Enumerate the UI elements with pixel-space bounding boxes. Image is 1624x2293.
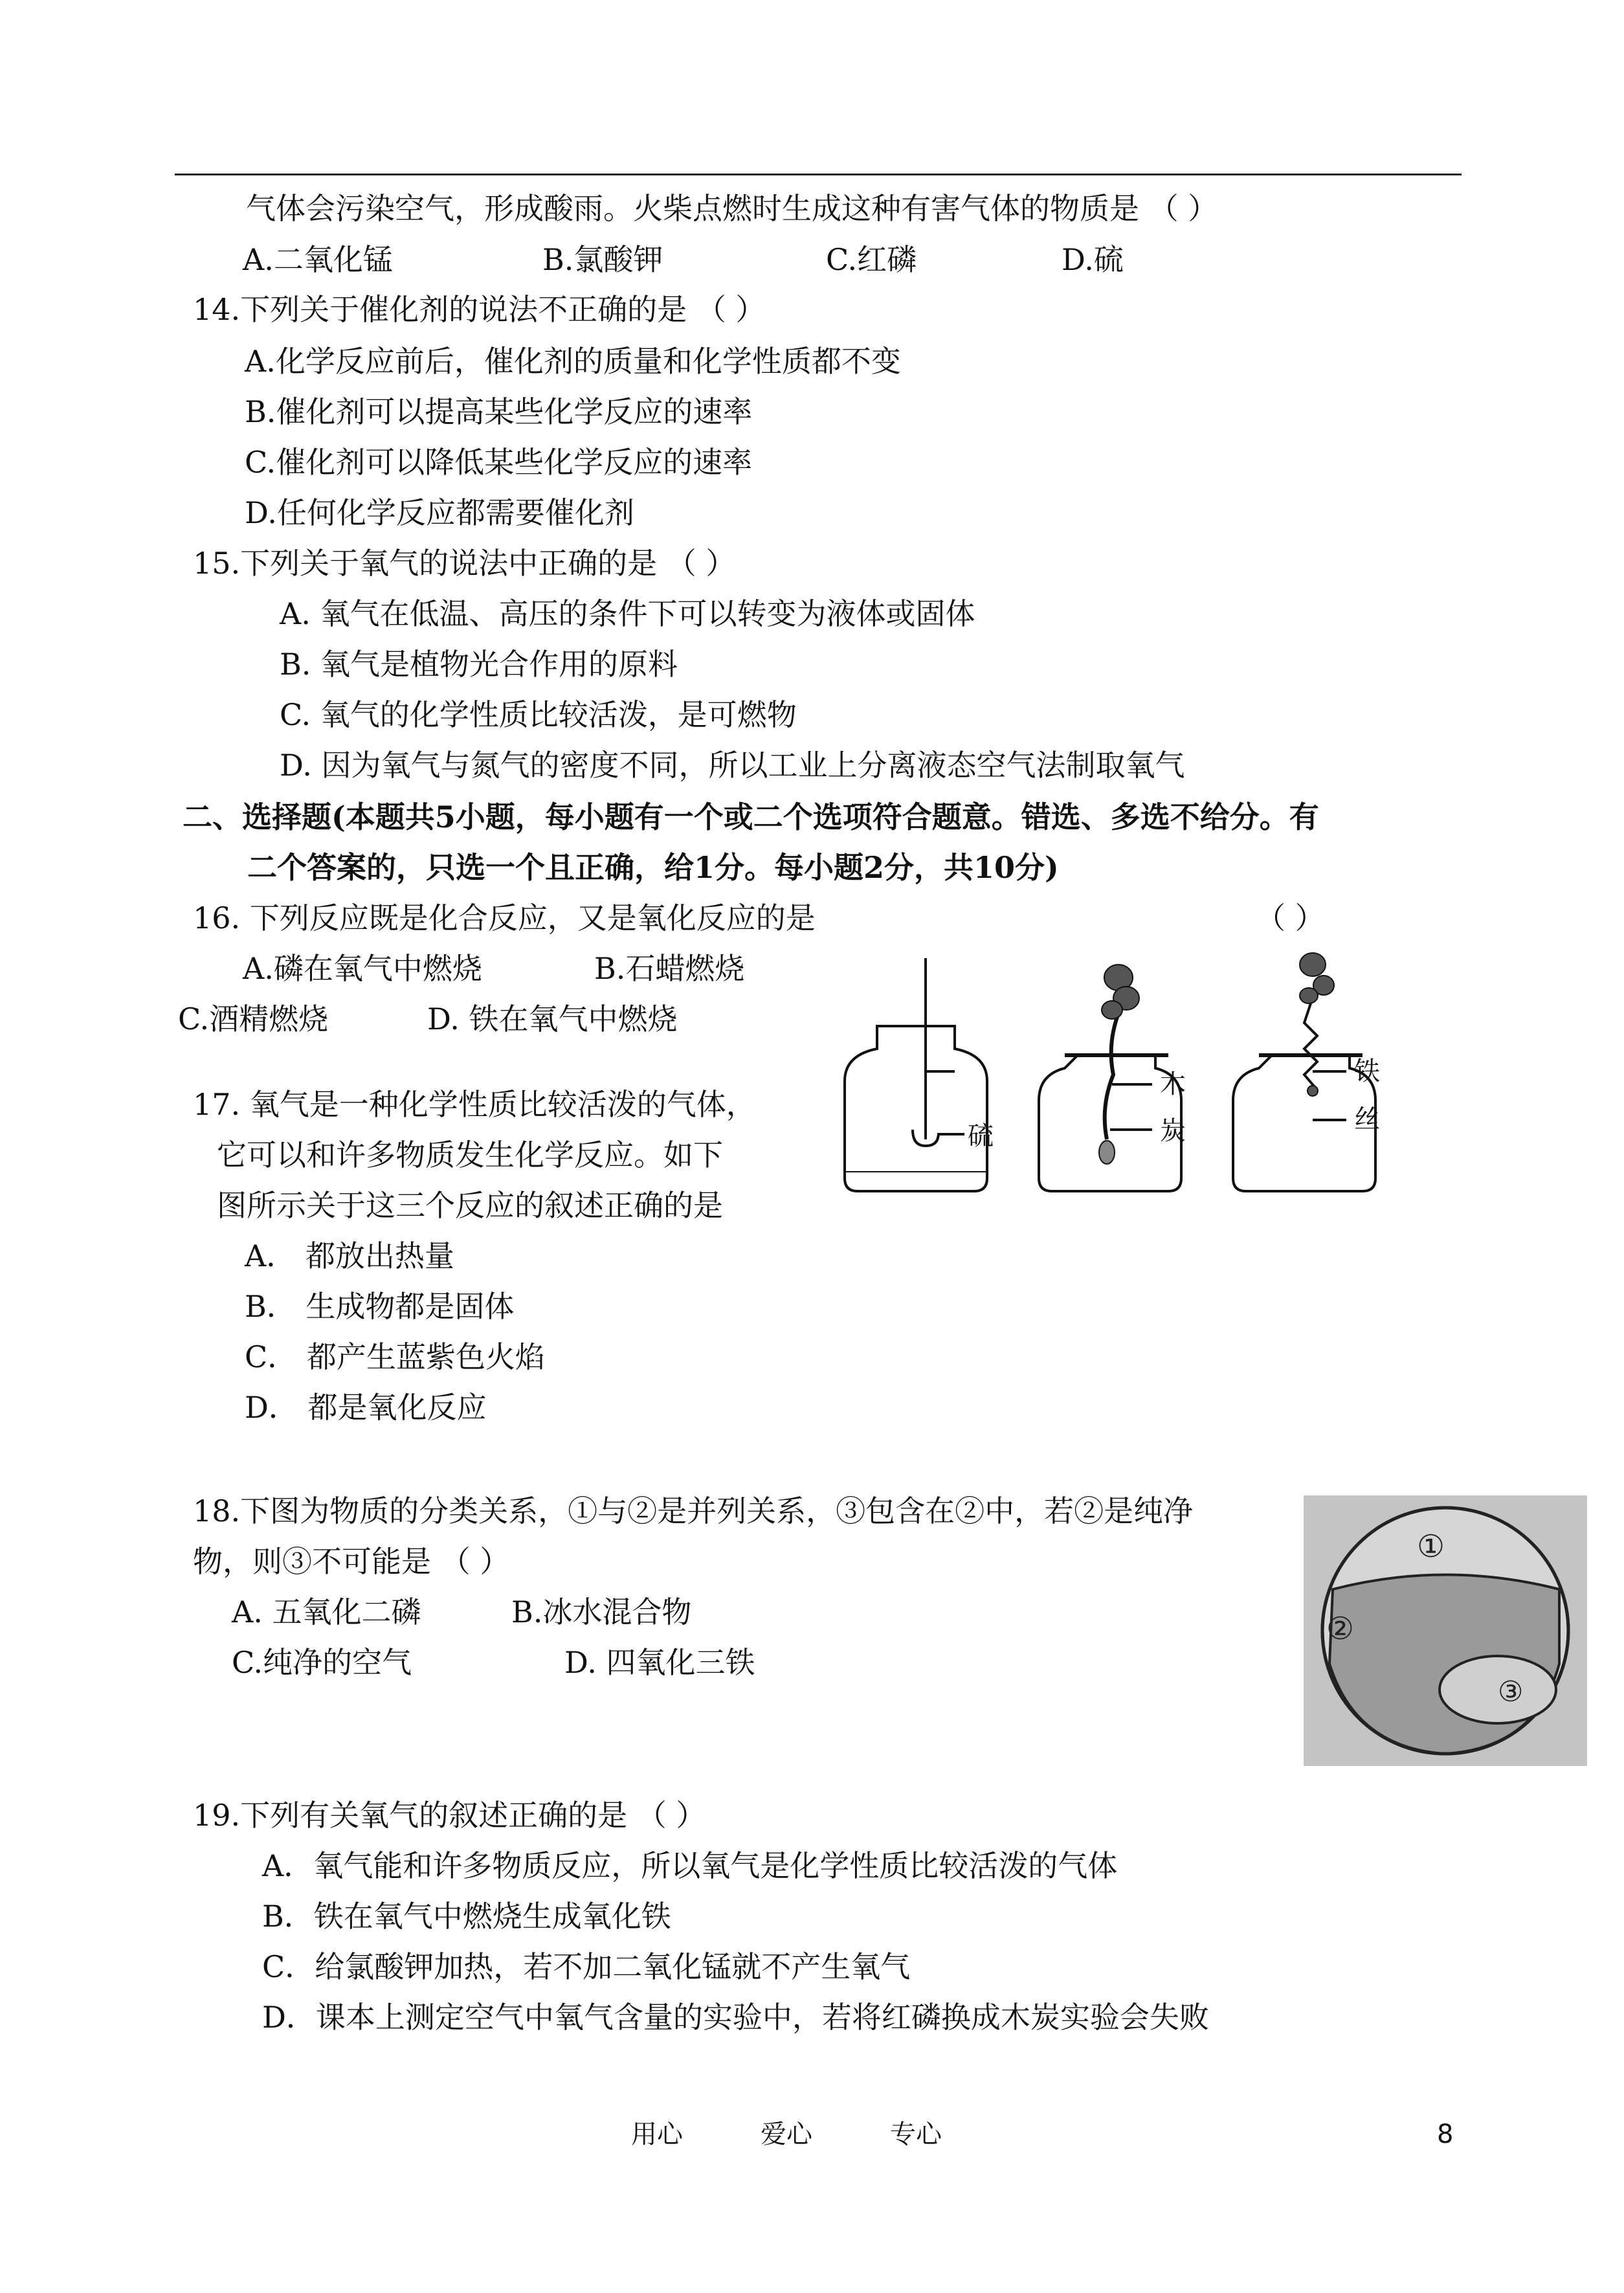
text-line: B.氯酸钾 [542,242,663,277]
text-line: C.纯净的空气 [232,1645,412,1680]
text-line: 17. 氧气是一种化学性质比较活泼的气体， [193,1087,756,1122]
text-line: 气体会污染空气，形成酸雨。火柴点燃时生成这种有害气体的物质是 （ ） [246,191,1218,226]
sulfur-label: 硫 [968,1121,994,1151]
iron-wire-jar [1233,1003,1375,1191]
text-line: 19.下列有关氧气的叙述正确的是 （ ） [193,1798,706,1833]
text-line: 二、选择题(本题共5小题，每小题有一个或二个选项符合题意。错选、多选不给分。有 [183,800,1319,834]
text-line: A． 都放出热量 [245,1238,454,1273]
text-line: 它可以和许多物质发生化学反应。如下 [217,1137,723,1172]
page-number: 8 [1437,2120,1454,2149]
text-line: 16. 下列反应既是化合反应，又是氧化反应的是 [193,900,816,935]
charcoal-label-1: 木 [1160,1069,1186,1099]
text-line: 14.下列关于催化剂的说法不正确的是 （ ） [193,292,766,327]
text-line: B.冰水混合物 [511,1594,692,1629]
text-line: A. 五氧化二磷 [232,1594,421,1629]
text-line: A.二氧化锰 [243,242,393,277]
text-line: B．铁在氧气中燃烧生成氧化铁 [262,1899,671,1934]
text-line: A.化学反应前后，催化剂的质量和化学性质都不变 [245,344,901,379]
text-line: C. 氧气的化学性质比较活泼，是可燃物 [280,697,797,732]
charcoal-lump [1099,1141,1115,1164]
text-line: （ ） [1256,900,1325,935]
text-line: C.红磷 [826,242,917,277]
charcoal-label-2: 炭 [1160,1116,1186,1146]
region-label-3: ③ [1498,1675,1524,1708]
sulfur-jar [845,958,987,1191]
iron-label-1: 铁 [1354,1057,1380,1086]
header-rule [175,173,1462,175]
text-line: D.任何化学反应都需要催化剂 [245,495,634,530]
text-line: C． 都产生蓝紫色火焰 [245,1339,545,1374]
text-line: B.催化剂可以提高某些化学反应的速率 [245,394,753,429]
text-line: 15.下列关于氧气的说法中正确的是 （ ） [193,546,736,581]
text-line: A.磷在氧气中燃烧 [243,951,482,986]
text-line: A．氧气能和许多物质反应，所以氧气是化学性质比较活泼的气体 [262,1848,1118,1883]
text-line: B.石蜡燃烧 [594,951,745,986]
combustion-figure [841,952,1424,1211]
text-line: 18.下图为物质的分类关系，①与②是并列关系，③包含在②中，若②是纯净 [193,1493,1194,1528]
region-label-1: ① [1417,1528,1445,1565]
text-line: D. 因为氧气与氮气的密度不同，所以工业上分离液态空气法制取氧气 [280,748,1185,783]
text-line: D. 四氧化三铁 [564,1645,755,1680]
text-line: B． 生成物都是固体 [245,1289,515,1324]
text-line: D．课本上测定空气中氧气含量的实验中，若将红磷换成木炭实验会失败 [262,2000,1209,2035]
footer-text-1: 用心 [631,2120,683,2149]
charcoal-flame [1102,965,1139,1019]
text-line: 二个答案的，只选一个且正确，给1分。每小题2分，共10分) [247,850,1059,885]
text-line: C.酒精燃烧 [178,1001,329,1036]
text-line: C．给氯酸钾加热，若不加二氧化锰就不产生氧气 [262,1949,911,1984]
iron-label-2: 丝 [1354,1104,1380,1134]
text-line: B. 氧气是植物光合作用的原料 [280,647,678,682]
footer-text-2: 爱心 [761,2120,812,2149]
text-line: D.硫 [1062,242,1124,277]
text-line: D. 铁在氧气中燃烧 [427,1001,678,1036]
footer-text-3: 专心 [890,2120,942,2149]
charcoal-jar [1039,1010,1181,1191]
text-line: A. 氧气在低温、高压的条件下可以转变为液体或固体 [280,596,975,631]
text-line: 物，则③不可能是 （ ） [193,1544,510,1579]
text-line: 图所示关于这三个反应的叙述正确的是 [217,1188,723,1223]
text-line: C.催化剂可以降低某些化学反应的速率 [245,445,753,480]
region-label-2: ② [1326,1611,1355,1647]
classification-figure [1304,1495,1587,1766]
text-line: D． 都是氧化反应 [245,1390,487,1425]
